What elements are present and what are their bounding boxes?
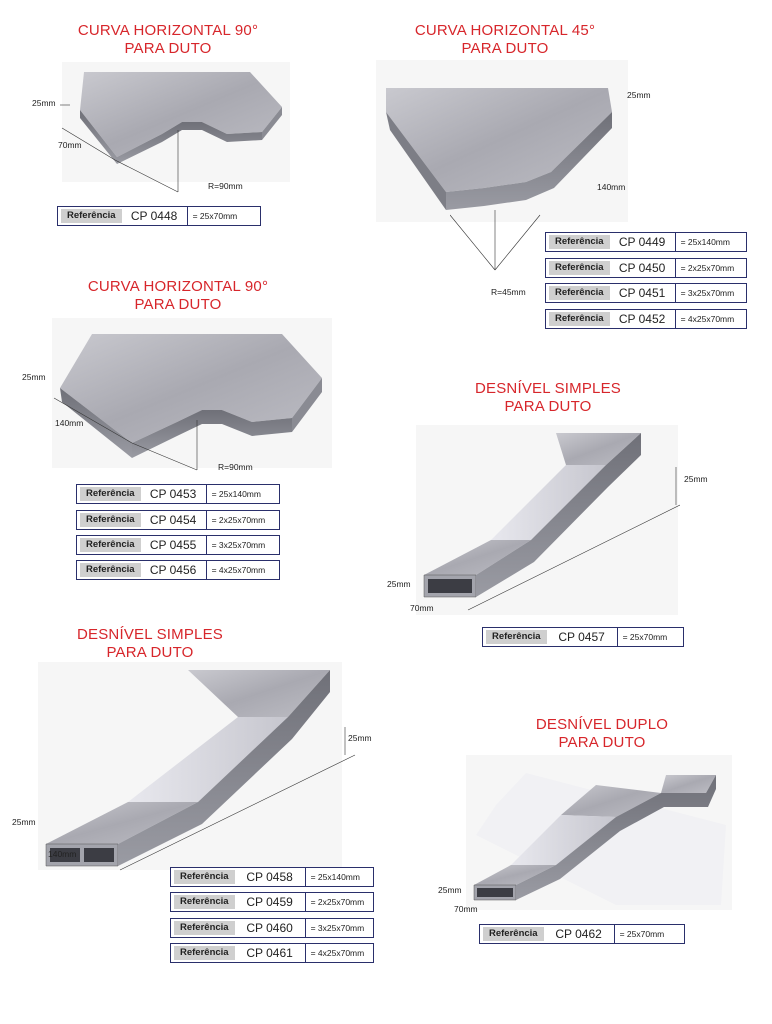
- reference-label: Referência: [174, 870, 235, 884]
- title-line1: CURVA HORIZONTAL 45°: [414, 22, 596, 39]
- section-title-desnivel-duplo: [492, 716, 712, 752]
- reference-label: Referência: [549, 312, 610, 326]
- reference-size: = 25x140mm: [305, 868, 373, 886]
- dim-width: 140mm: [597, 182, 626, 192]
- reference-code: CP 0456: [149, 563, 197, 577]
- dim-height: 25mm: [12, 817, 36, 827]
- reference-code: CP 0455: [149, 538, 197, 552]
- reference-row: [545, 258, 747, 278]
- dim-width: 70mm: [410, 603, 434, 613]
- dim-width: 140mm: [48, 849, 77, 859]
- reference-size: = 2x25x70mm: [206, 511, 279, 529]
- title-line2: PARA DUTO: [558, 734, 646, 751]
- section-title-curva-90-a: [58, 22, 278, 58]
- reference-size: = 4x25x70mm: [675, 310, 746, 328]
- reference-label: Referência: [549, 286, 610, 300]
- dim-height: 25mm: [438, 885, 462, 895]
- title-line1: DESNÍVEL SIMPLES: [474, 380, 622, 397]
- reference-code: CP 0461: [246, 946, 293, 960]
- reference-label: Referência: [486, 630, 547, 644]
- reference-size: = 2x25x70mm: [305, 893, 373, 911]
- reference-label: Referência: [80, 513, 141, 527]
- reference-row: [76, 484, 280, 504]
- dim-rise: 25mm: [348, 733, 372, 743]
- dim-width: 70mm: [58, 140, 82, 150]
- reference-size: = 25x70mm: [614, 925, 684, 943]
- reference-label: Referência: [80, 487, 141, 501]
- product-image-desnivel-duplo: [466, 755, 732, 910]
- dimension-lines: [52, 378, 262, 473]
- title-line2: PARA DUTO: [504, 398, 592, 415]
- dimension-lines: [100, 725, 360, 875]
- section-title-desnivel-simples-a: [438, 380, 658, 416]
- reference-size: = 3x25x70mm: [675, 284, 746, 302]
- reference-row: [76, 510, 280, 530]
- reference-size: = 3x25x70mm: [305, 919, 373, 937]
- section-title-curva-45: [395, 22, 615, 58]
- reference-size: = 25x70mm: [617, 628, 683, 646]
- dimension-lines: [60, 100, 240, 195]
- reference-label: Referência: [483, 927, 544, 941]
- dim-width: 140mm: [55, 418, 84, 428]
- dim-height: 25mm: [32, 98, 56, 108]
- title-line2: PARA DUTO: [124, 40, 212, 57]
- reference-size: = 2x25x70mm: [675, 259, 746, 277]
- reference-label: Referência: [549, 235, 610, 249]
- reference-row: [545, 283, 747, 303]
- reference-label: Referência: [174, 921, 235, 935]
- dim-radius: R=90mm: [218, 462, 253, 472]
- dim-height: 25mm: [627, 90, 651, 100]
- reference-size: = 4x25x70mm: [305, 944, 373, 962]
- reference-size: = 25x140mm: [206, 485, 279, 503]
- title-line2: PARA DUTO: [106, 644, 194, 661]
- reference-row: [545, 232, 747, 252]
- reference-code: CP 0459: [246, 895, 293, 909]
- title-line1: CURVA HORIZONTAL 90°: [87, 278, 269, 295]
- reference-row: [482, 627, 684, 647]
- dim-radius: R=90mm: [208, 181, 243, 191]
- title-line1: CURVA HORIZONTAL 90°: [77, 22, 259, 39]
- reference-code: CP 0451: [618, 286, 666, 300]
- reference-code: CP 0450: [618, 261, 666, 275]
- reference-label: Referência: [80, 538, 141, 552]
- section-title-desnivel-simples-b: [40, 626, 260, 662]
- title-line1: DESNÍVEL DUPLO: [535, 716, 669, 733]
- title-line2: PARA DUTO: [461, 40, 549, 57]
- reference-label: Referência: [174, 895, 235, 909]
- reference-label: Referência: [80, 563, 141, 577]
- dim-width: 70mm: [454, 904, 478, 914]
- reference-size: = 3x25x70mm: [206, 536, 279, 554]
- section-title-curva-90-b: [68, 278, 288, 314]
- reference-row: [545, 309, 747, 329]
- reference-code: CP 0458: [246, 870, 293, 884]
- dim-height: 25mm: [387, 579, 411, 589]
- reference-size: = 25x70mm: [187, 207, 260, 225]
- radius-lines: [450, 190, 550, 290]
- reference-code: CP 0452: [618, 312, 666, 326]
- reference-size: = 4x25x70mm: [206, 561, 279, 579]
- reference-code: CP 0457: [558, 630, 605, 644]
- dim-rise: 25mm: [684, 474, 708, 484]
- reference-row: [57, 206, 261, 226]
- reference-code: CP 0454: [149, 513, 197, 527]
- reference-code: CP 0453: [149, 487, 197, 501]
- reference-code: CP 0449: [618, 235, 666, 249]
- reference-label: Referência: [61, 209, 122, 223]
- title-line1: DESNÍVEL SIMPLES: [76, 626, 224, 643]
- reference-row: [76, 535, 280, 555]
- reference-label: Referência: [174, 946, 235, 960]
- reference-row: [76, 560, 280, 580]
- reference-size: = 25x140mm: [675, 233, 746, 251]
- reference-code: CP 0448: [130, 209, 178, 223]
- dimension-lines: [408, 465, 680, 620]
- reference-code: CP 0462: [555, 927, 602, 941]
- reference-row: [170, 892, 374, 912]
- reference-code: CP 0460: [246, 921, 293, 935]
- reference-row: [170, 943, 374, 963]
- reference-row: [479, 924, 685, 944]
- reference-row: [170, 867, 374, 887]
- dim-radius: R=45mm: [491, 287, 526, 297]
- reference-label: Referência: [549, 261, 610, 275]
- reference-row: [170, 918, 374, 938]
- title-line2: PARA DUTO: [134, 296, 222, 313]
- dim-height: 25mm: [22, 372, 46, 382]
